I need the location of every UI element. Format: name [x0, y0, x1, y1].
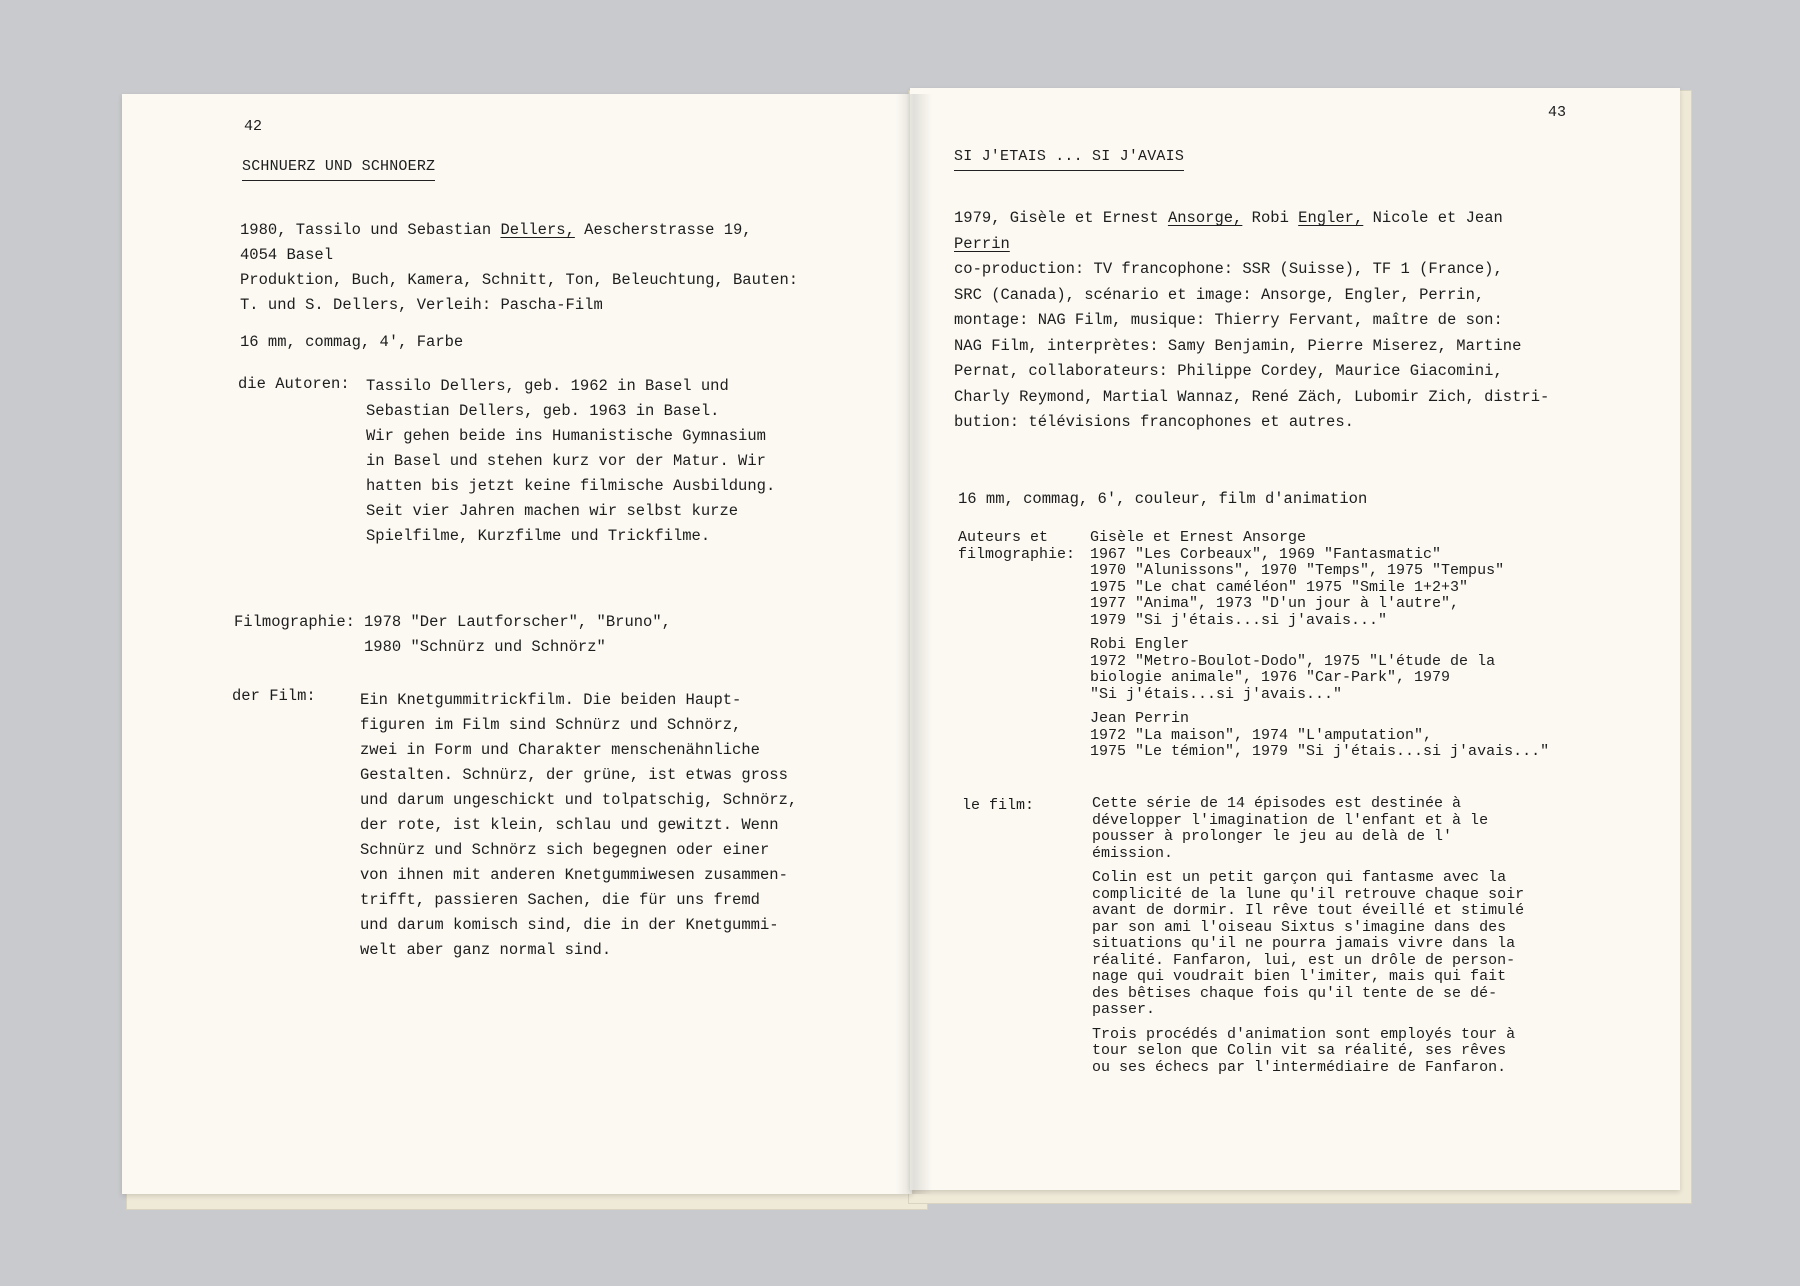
text-line: Robi Engler [1090, 636, 1190, 653]
text-line: 1975 "Le témion", 1979 "Si j'étais...si j'avais..." [1090, 743, 1550, 760]
author-name: Ansorge, [1167, 209, 1243, 227]
text-line: passer. [1092, 1001, 1156, 1018]
page-number: 42 [244, 118, 263, 135]
text-line: Gisèle et Ernest Ansorge [1090, 529, 1307, 546]
text-line: in Basel und stehen kurz vor der Matur. Wir [366, 452, 766, 470]
text-line: Gestalten. Schnürz, der grüne, ist etwas gross [360, 766, 788, 784]
author-name: Dellers, [500, 221, 575, 239]
text-line: "Si j'étais...si j'avais..." [1090, 685, 1343, 703]
intro-line [240, 218, 860, 243]
filmographie-label: Filmographie: [234, 613, 355, 631]
text-line: réalité. Fanfaron, lui, est un drôle de person- [1092, 951, 1516, 969]
paragraph [1092, 1027, 1612, 1077]
intro-block [954, 206, 1594, 436]
text-line: 1979 "Si j'étais...si j'avais..." [1090, 611, 1388, 629]
intro-line: T. und S. Dellers, Verleih: Pascha-Film [240, 296, 603, 314]
intro-line: NAG Film, interprètes: Samy Benjamin, Pierre Miserez, Martine [954, 336, 1522, 355]
text-line: der rote, ist klein, schlau und gewitzt. Wenn [360, 816, 779, 834]
text-line: von ihnen mit anderen Knetgummiwesen zusammen- [360, 866, 788, 884]
text-line: hatten bis jetzt keine filmische Ausbildung. [366, 477, 776, 495]
intro-block [240, 218, 860, 318]
autoren-label: die Autoren: [238, 375, 350, 393]
auteurs-filmography [1090, 530, 1610, 769]
intro-text: 1980, Tassilo und Sebastian [240, 221, 501, 239]
left-page [122, 94, 912, 1194]
text-line: 1975 "Le chat caméléon" 1975 "Smile 1+2+3" [1090, 578, 1469, 596]
page-title: SI J'ETAIS ... SI J'AVAIS [954, 148, 1184, 171]
label-line: Auteurs et [958, 529, 1049, 546]
text-line: ou ses échecs par l'intermédiaire de Fanfaron. [1092, 1058, 1507, 1076]
text-line: situations qu'il ne pourra jamais vivre dans la [1092, 935, 1516, 952]
text-line: trifft, passieren Sachen, die für uns fremd [360, 891, 760, 909]
intro-line: co-production: TV francophone: SSR (Suisse), TF 1 (France), [954, 260, 1503, 278]
autoren-text [366, 374, 836, 549]
text-line: Colin est un petit garçon qui fantasme avec la [1092, 869, 1507, 886]
text-line: Ein Knetgummitrickfilm. Die beiden Haupt- [360, 691, 742, 709]
intro-line: 4054 Basel [240, 246, 334, 264]
text-line: complicité de la lune qu'il retrouve chaque soir [1092, 885, 1525, 903]
intro-line: Charly Reymond, Martial Wannaz, René Zäch, Lubomir Zich, distri- [954, 387, 1550, 406]
author-name: Engler, [1298, 209, 1364, 227]
text-line: Wir gehen beide ins Humanistische Gymnasium [366, 427, 766, 445]
text-line: Tassilo Dellers, geb. 1962 in Basel und [366, 377, 729, 395]
intro-line [954, 206, 1594, 232]
right-page [910, 88, 1680, 1190]
text-line: zwei in Form und Charakter menschenähnliche [360, 741, 760, 759]
text-line: 1980 "Schnürz und Schnörz" [364, 638, 606, 656]
book-gutter-shadow [896, 94, 932, 1194]
auteurs-label [958, 530, 1075, 563]
text-line: avant de dormir. Il rêve tout éveillé et stimulé [1092, 902, 1525, 919]
intro-line: SRC (Canada), scénario et image: Ansorge, Engler, Perrin, [954, 285, 1485, 304]
text-line: welt aber ganz normal sind. [360, 941, 612, 959]
text-line: 1967 "Les Corbeaux", 1969 "Fantasmatic" [1090, 545, 1442, 563]
intro-line: bution: télévisions francophones et autres. [954, 413, 1354, 431]
paragraph [1092, 870, 1612, 1019]
text-line: Trois procédés d'animation sont employés tour à [1092, 1025, 1516, 1043]
text-line: tour selon que Colin vit sa réalité, ses rêves [1092, 1042, 1507, 1059]
filmographie-text [364, 610, 834, 660]
page-number: 43 [1548, 104, 1567, 121]
intro-line: montage: NAG Film, musique: Thierry Fervant, maître de son: [954, 311, 1503, 329]
text-line: émission. [1092, 844, 1174, 862]
text-line: 1972 "La maison", 1974 "L'amputation", [1090, 726, 1433, 744]
text-line: Schnürz und Schnörz sich begegnen oder einer [360, 841, 770, 859]
page-title: SCHNUERZ UND SCHNOERZ [242, 158, 435, 181]
filmography-group [1090, 711, 1610, 761]
filmography-group [1090, 530, 1610, 629]
text-line: 1978 "Der Lautforscher", "Bruno", [364, 613, 671, 631]
intro-text: Aescherstrasse 19, [574, 221, 752, 239]
text-line: Spielfilme, Kurzfilme und Trickfilme. [366, 527, 711, 545]
text-line: 1977 "Anima", 1973 "D'un jour à l'autre", [1090, 595, 1460, 612]
text-line: und darum ungeschickt und tolpatschig, Schnörz, [360, 791, 798, 809]
text-line: Sebastian Dellers, geb. 1963 in Basel. [366, 402, 720, 420]
film-label: der Film: [232, 687, 316, 705]
filmography-group [1090, 637, 1610, 703]
intro-text: Robi [1242, 209, 1299, 227]
text-line: développer l'imagination de l'enfant et à le [1092, 811, 1489, 829]
format-line: 16 mm, commag, 4', Farbe [240, 333, 464, 351]
label-line: filmographie: [958, 545, 1076, 563]
text-line: figuren im Film sind Schnürz und Schnörz, [360, 716, 742, 734]
text-line: nage qui voudrait bien l'imiter, mais qui fait [1092, 968, 1507, 985]
text-line: pousser à prolonger le jeu au delà de l' [1092, 828, 1453, 845]
text-line: 1970 "Alunissons", 1970 "Temps", 1975 "Tempus" [1090, 562, 1505, 579]
text-line: und darum komisch sind, die in der Knetgummi- [360, 916, 779, 934]
author-name: Perrin [954, 234, 1010, 253]
text-line: biologie animale", 1976 "Car-Park", 1979 [1090, 669, 1451, 686]
film-description [1092, 796, 1612, 1084]
intro-line: Pernat, collaborateurs: Philippe Cordey, Maurice Giacomini, [954, 362, 1503, 380]
paragraph [1092, 796, 1612, 862]
text-line: par son ami l'oiseau Sixtus s'imagine dans des [1092, 918, 1507, 936]
film-label: le film: [962, 797, 1035, 814]
text-line: Cette série de 14 épisodes est destinée à [1092, 795, 1462, 812]
text-line: des bêtises chaque fois qu'il tente de se dé- [1092, 984, 1498, 1002]
open-book [118, 84, 1690, 1212]
intro-text: Nicole et Jean [1363, 209, 1503, 227]
text-line: 1972 "Metro-Boulot-Dodo", 1975 "L'étude de la [1090, 652, 1496, 670]
intro-text: 1979, Gisèle et Ernest [954, 209, 1168, 227]
intro-line: Produktion, Buch, Kamera, Schnitt, Ton, Beleuchtung, Bauten: [240, 271, 799, 289]
film-text [360, 688, 860, 963]
text-line: Jean Perrin [1090, 710, 1190, 727]
format-line: 16 mm, commag, 6', couleur, film d'animation [958, 490, 1368, 508]
text-line: Seit vier Jahren machen wir selbst kurze [366, 502, 739, 520]
